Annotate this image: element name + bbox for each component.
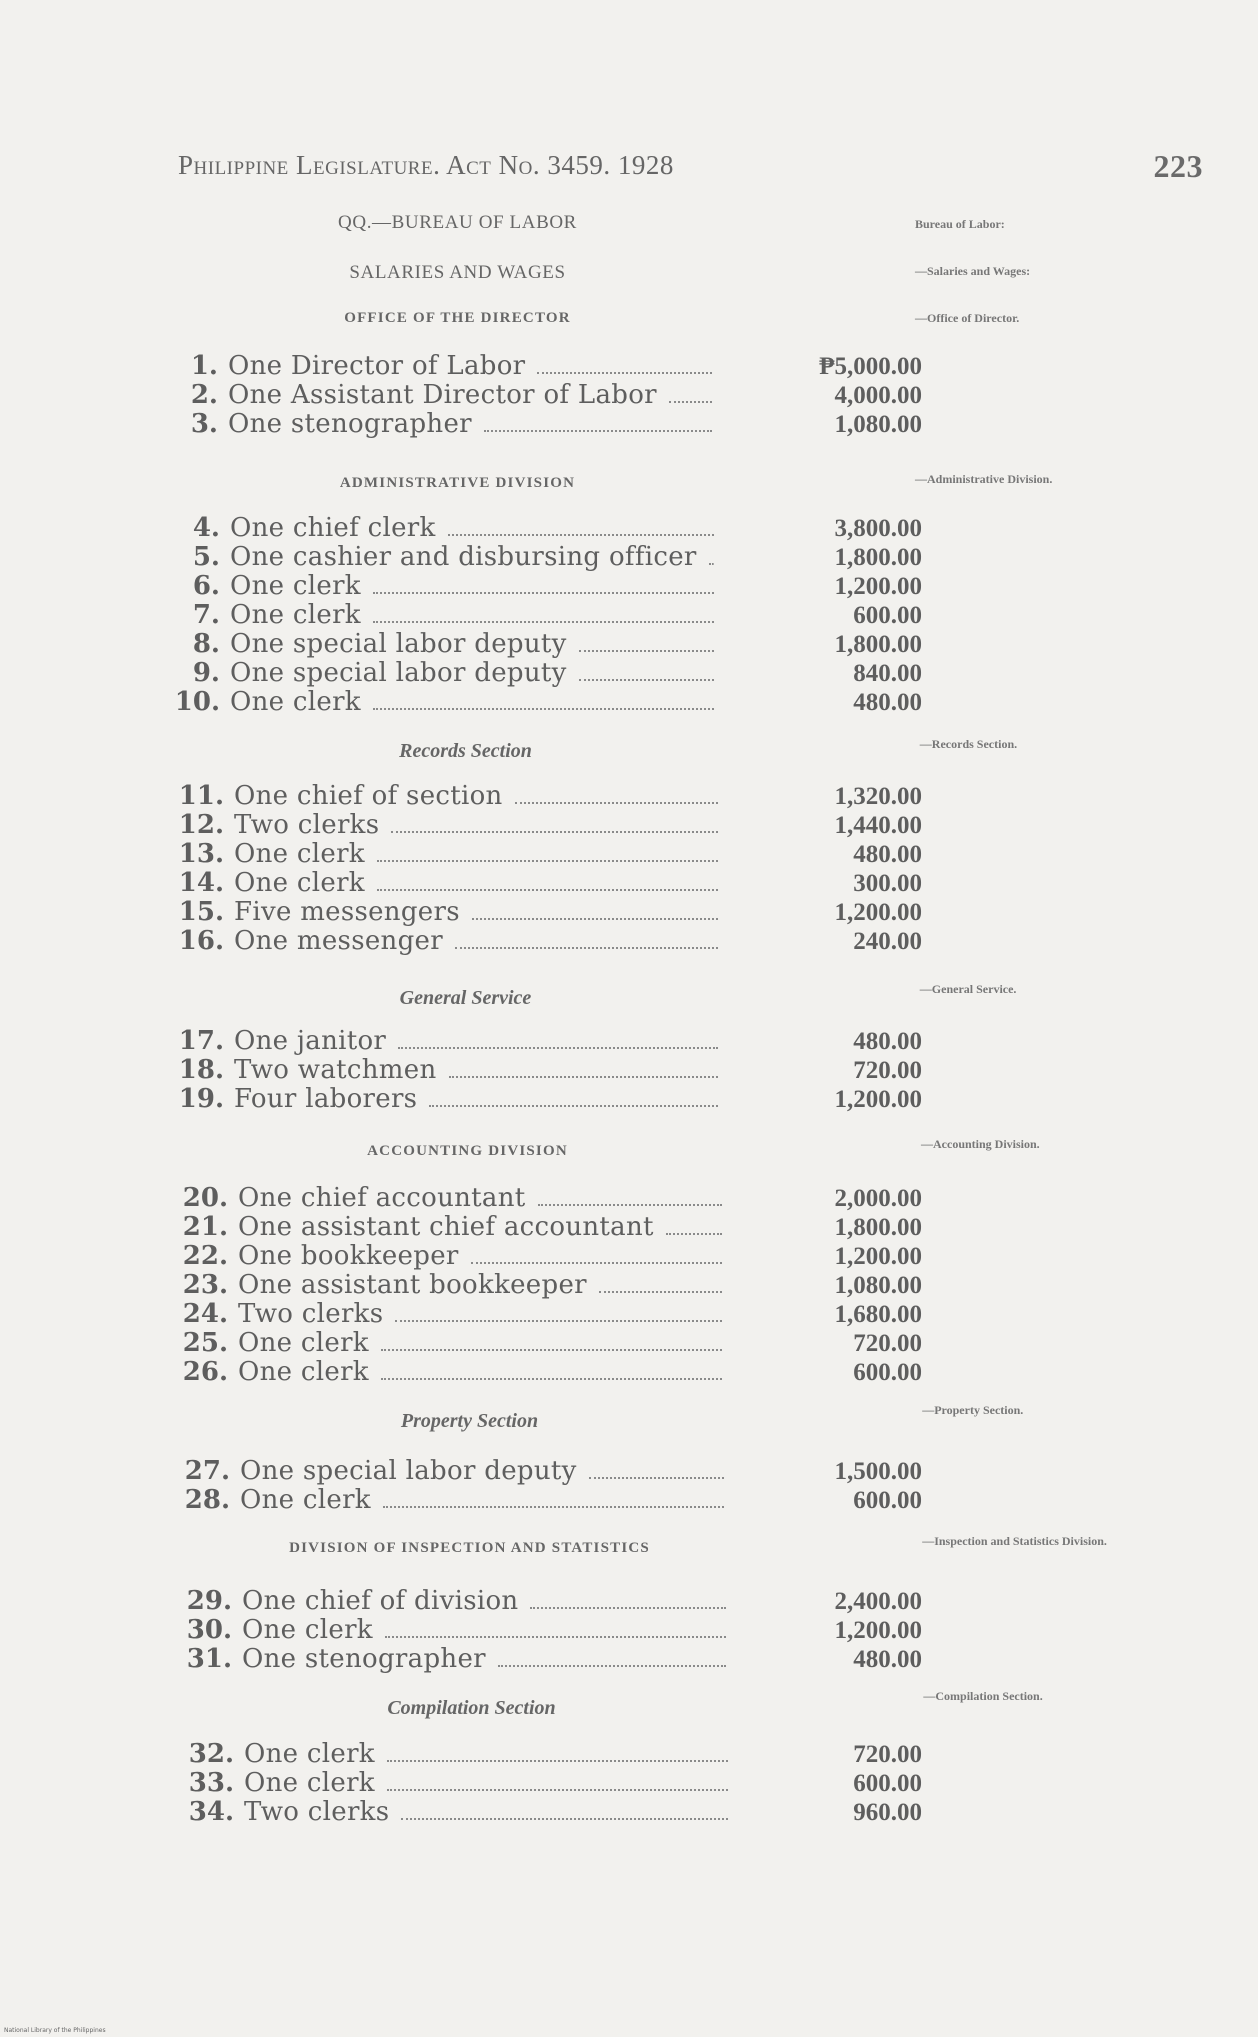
item-number: 32. <box>188 1739 234 1769</box>
salary-row <box>178 868 922 898</box>
item-description: One clerk <box>244 1768 375 1798</box>
dot-leader <box>498 1665 726 1667</box>
item-description: Two clerks <box>238 1299 384 1329</box>
item-description: One special labor deputy <box>230 629 567 659</box>
item-amount: 1,200.00 <box>834 1086 922 1113</box>
item-amount: 1,080.00 <box>834 1272 922 1299</box>
item-description: One clerk <box>238 1357 369 1387</box>
item-number: 23. <box>182 1270 228 1300</box>
salary-row <box>178 1055 922 1085</box>
item-amount: 1,800.00 <box>834 544 922 571</box>
dot-leader <box>381 1378 722 1380</box>
dot-leader <box>373 708 714 710</box>
margin-note-property: —Property Section. <box>922 1403 1024 1417</box>
item-amount: 720.00 <box>853 1057 922 1084</box>
item-amount: 480.00 <box>853 1028 922 1055</box>
section-heading-inspection: DIVISION OF INSPECTION AND STATISTICS <box>289 1540 650 1556</box>
item-number: 12. <box>178 810 224 840</box>
salary-row <box>182 1242 922 1271</box>
margin-note-records: —Records Section. <box>919 737 1018 751</box>
item-amount: 480.00 <box>853 689 922 716</box>
salary-row <box>174 600 922 630</box>
item-amount: 480.00 <box>853 1646 922 1673</box>
item-amount: 1,320.00 <box>834 783 922 810</box>
salary-row <box>188 1769 928 1798</box>
salary-row <box>178 897 922 927</box>
item-description: One clerk <box>234 868 365 898</box>
margin-note-bureau: Bureau of Labor: <box>915 217 1005 231</box>
page-number: 223 <box>1153 148 1203 184</box>
item-description: One clerk <box>234 839 365 869</box>
item-description: One janitor <box>234 1026 387 1056</box>
item-description: One chief of section <box>234 781 503 811</box>
item-description: One bookkeeper <box>238 1241 459 1271</box>
salary-row <box>178 839 922 869</box>
item-description: One Assistant Director of Labor <box>228 380 657 410</box>
salary-row <box>178 1026 922 1056</box>
dot-leader <box>471 1262 722 1264</box>
item-amount: 1,200.00 <box>834 573 922 600</box>
item-description: One clerk <box>240 1485 371 1515</box>
item-amount: 1,800.00 <box>834 631 922 658</box>
item-description: One clerk <box>230 571 361 601</box>
item-amount: 1,080.00 <box>834 411 922 438</box>
item-description: One assistant chief accountant <box>238 1212 654 1242</box>
salary-row <box>178 781 922 811</box>
header-title: Philippine Legislature. Act No. 3459. 1928 <box>178 150 674 180</box>
item-number: 13. <box>178 839 224 869</box>
item-amount: 2,000.00 <box>834 1185 922 1212</box>
salary-row <box>174 571 922 601</box>
item-number: 21. <box>182 1212 228 1242</box>
item-description: Two clerks <box>234 810 380 840</box>
item-number: 15. <box>178 897 224 927</box>
item-number: 3. <box>190 409 218 439</box>
salary-row <box>182 1184 922 1213</box>
margin-note-accounting: —Accounting Division. <box>921 1137 1040 1151</box>
salary-row <box>182 1329 922 1358</box>
item-description: One clerk <box>244 1739 375 1769</box>
dot-leader <box>401 1818 728 1820</box>
salary-row <box>186 1616 926 1645</box>
item-number: 28. <box>184 1485 230 1515</box>
dot-leader <box>391 831 718 833</box>
item-number: 16. <box>178 926 224 956</box>
salary-row <box>174 513 922 543</box>
salary-row <box>182 1300 922 1329</box>
salary-row <box>178 810 922 840</box>
item-description: One Director of Labor <box>228 351 526 381</box>
dot-leader <box>429 1105 718 1107</box>
dot-leader <box>381 1349 722 1351</box>
section-heading-accounting: ACCOUNTING DIVISION <box>367 1143 568 1159</box>
item-number: 25. <box>182 1328 228 1358</box>
dot-leader <box>579 679 714 681</box>
item-number: 22. <box>182 1241 228 1271</box>
salary-row <box>172 351 922 381</box>
item-number: 2. <box>190 380 218 410</box>
item-number: 31. <box>186 1644 232 1674</box>
dot-leader <box>599 1291 722 1293</box>
item-number: 14. <box>178 868 224 898</box>
dot-leader <box>589 1477 724 1479</box>
salary-row <box>178 1084 922 1114</box>
item-description: One stenographer <box>228 409 472 439</box>
section-heading-compilation: Compilation Section <box>387 1697 556 1719</box>
dot-leader <box>387 1789 728 1791</box>
margin-note-admin: —Administrative Division. <box>915 472 1053 486</box>
item-amount: 4,000.00 <box>834 382 922 409</box>
item-description: Two clerks <box>244 1797 390 1827</box>
item-number: 30. <box>186 1615 232 1645</box>
salary-row <box>174 542 922 572</box>
item-amount: 3,800.00 <box>834 515 922 542</box>
item-number: 20. <box>182 1183 228 1213</box>
salary-row <box>188 1740 928 1769</box>
item-amount: 1,800.00 <box>834 1214 922 1241</box>
item-number: 11. <box>178 781 224 811</box>
salary-row <box>182 1358 922 1387</box>
item-number: 8. <box>192 629 220 659</box>
section-heading-bureau: QQ.—BUREAU OF LABOR <box>338 212 577 233</box>
margin-note-general: —General Service. <box>919 982 1017 996</box>
item-number: 10. <box>174 687 220 717</box>
section-heading-records: Records Section <box>399 740 532 762</box>
item-number: 4. <box>192 513 220 543</box>
item-number: 24. <box>182 1299 228 1329</box>
item-amount: 240.00 <box>853 928 922 955</box>
item-amount: 1,680.00 <box>834 1301 922 1328</box>
dot-leader <box>377 889 718 891</box>
item-number: 33. <box>188 1768 234 1798</box>
item-description: One clerk <box>238 1328 369 1358</box>
item-number: 5. <box>192 542 220 572</box>
item-amount: 1,500.00 <box>834 1458 922 1485</box>
dot-leader <box>537 372 712 374</box>
salary-row <box>174 687 922 717</box>
dot-leader <box>455 947 718 949</box>
dot-leader <box>373 592 714 594</box>
item-amount: 1,440.00 <box>834 812 922 839</box>
dot-leader <box>377 860 718 862</box>
margin-note-inspection: —Inspection and Statistics Division. <box>922 1534 1107 1548</box>
item-amount: 720.00 <box>853 1741 922 1768</box>
item-description: One chief clerk <box>230 513 436 543</box>
dot-leader <box>398 1047 718 1049</box>
item-amount: 1,200.00 <box>834 1243 922 1270</box>
item-description: One clerk <box>242 1615 373 1645</box>
salary-row <box>172 380 922 410</box>
salary-row <box>174 629 922 659</box>
salary-row <box>186 1587 926 1616</box>
item-number: 19. <box>178 1084 224 1114</box>
item-number: 26. <box>182 1357 228 1387</box>
item-description: One chief of division <box>242 1586 519 1616</box>
dot-leader <box>579 650 714 652</box>
dot-leader <box>530 1607 726 1609</box>
item-description: One chief accountant <box>238 1183 526 1213</box>
salary-row <box>184 1486 924 1515</box>
item-amount: 600.00 <box>853 602 922 629</box>
item-number: 9. <box>192 658 220 688</box>
salary-row <box>182 1213 922 1242</box>
item-description: Four laborers <box>234 1084 418 1114</box>
item-description: One cashier and disbursing officer <box>230 542 697 572</box>
library-credit: National Library of the Philippines <box>4 2027 106 2034</box>
item-description: One special labor deputy <box>240 1456 577 1486</box>
item-number: 18. <box>178 1055 224 1085</box>
margin-note-office: —Office of Director. <box>915 311 1020 325</box>
item-amount: 600.00 <box>853 1359 922 1386</box>
item-description: One stenographer <box>242 1644 486 1674</box>
item-number: 27. <box>184 1456 230 1486</box>
section-heading-office: OFFICE OF THE DIRECTOR <box>344 310 571 326</box>
dot-leader <box>484 430 712 432</box>
item-amount: 960.00 <box>853 1799 922 1826</box>
salary-row <box>186 1645 926 1674</box>
item-amount: 2,400.00 <box>834 1588 922 1615</box>
item-description: One clerk <box>230 600 361 630</box>
section-heading-general: General Service <box>399 987 532 1009</box>
item-amount: 300.00 <box>853 870 922 897</box>
item-number: 29. <box>186 1586 232 1616</box>
item-amount: 1,200.00 <box>834 899 922 926</box>
salary-row <box>174 658 922 688</box>
dot-leader <box>669 401 712 403</box>
item-description: Five messengers <box>234 897 460 927</box>
item-description: Two watchmen <box>234 1055 437 1085</box>
item-amount: 600.00 <box>853 1487 922 1514</box>
item-amount: 840.00 <box>853 660 922 687</box>
dot-leader <box>385 1636 726 1638</box>
item-description: One special labor deputy <box>230 658 567 688</box>
item-number: 1. <box>190 351 218 381</box>
item-amount: ₱5,000.00 <box>819 353 922 380</box>
dot-leader <box>709 563 714 565</box>
section-heading-salaries: SALARIES AND WAGES <box>349 262 566 283</box>
section-heading-property: Property Section <box>400 1410 539 1432</box>
salary-row <box>188 1798 928 1827</box>
dot-leader <box>538 1204 722 1206</box>
item-amount: 480.00 <box>853 841 922 868</box>
item-description: One assistant bookkeeper <box>238 1270 587 1300</box>
salary-row <box>172 409 922 439</box>
running-header <box>178 148 1203 184</box>
item-number: 34. <box>188 1797 234 1827</box>
item-number: 6. <box>192 571 220 601</box>
dot-leader <box>449 1076 719 1078</box>
salary-row <box>182 1271 922 1300</box>
item-description: One messenger <box>234 926 443 956</box>
item-amount: 600.00 <box>853 1770 922 1797</box>
dot-leader <box>383 1506 724 1508</box>
dot-leader <box>472 918 718 920</box>
item-number: 17. <box>178 1026 224 1056</box>
margin-note-salaries: —Salaries and Wages: <box>915 264 1031 278</box>
dot-leader <box>373 621 714 623</box>
dot-leader <box>448 534 714 536</box>
section-heading-admin: ADMINISTRATIVE DIVISION <box>339 475 576 491</box>
dot-leader <box>387 1760 728 1762</box>
salary-row <box>178 926 922 956</box>
dot-leader <box>666 1233 722 1235</box>
item-description: One clerk <box>230 687 361 717</box>
dot-leader <box>515 802 718 804</box>
margin-note-compilation: —Compilation Section. <box>923 1689 1043 1703</box>
item-amount: 1,200.00 <box>834 1617 922 1644</box>
salary-row <box>184 1457 924 1486</box>
dot-leader <box>395 1320 722 1322</box>
item-amount: 720.00 <box>853 1330 922 1357</box>
item-number: 7. <box>192 600 220 630</box>
